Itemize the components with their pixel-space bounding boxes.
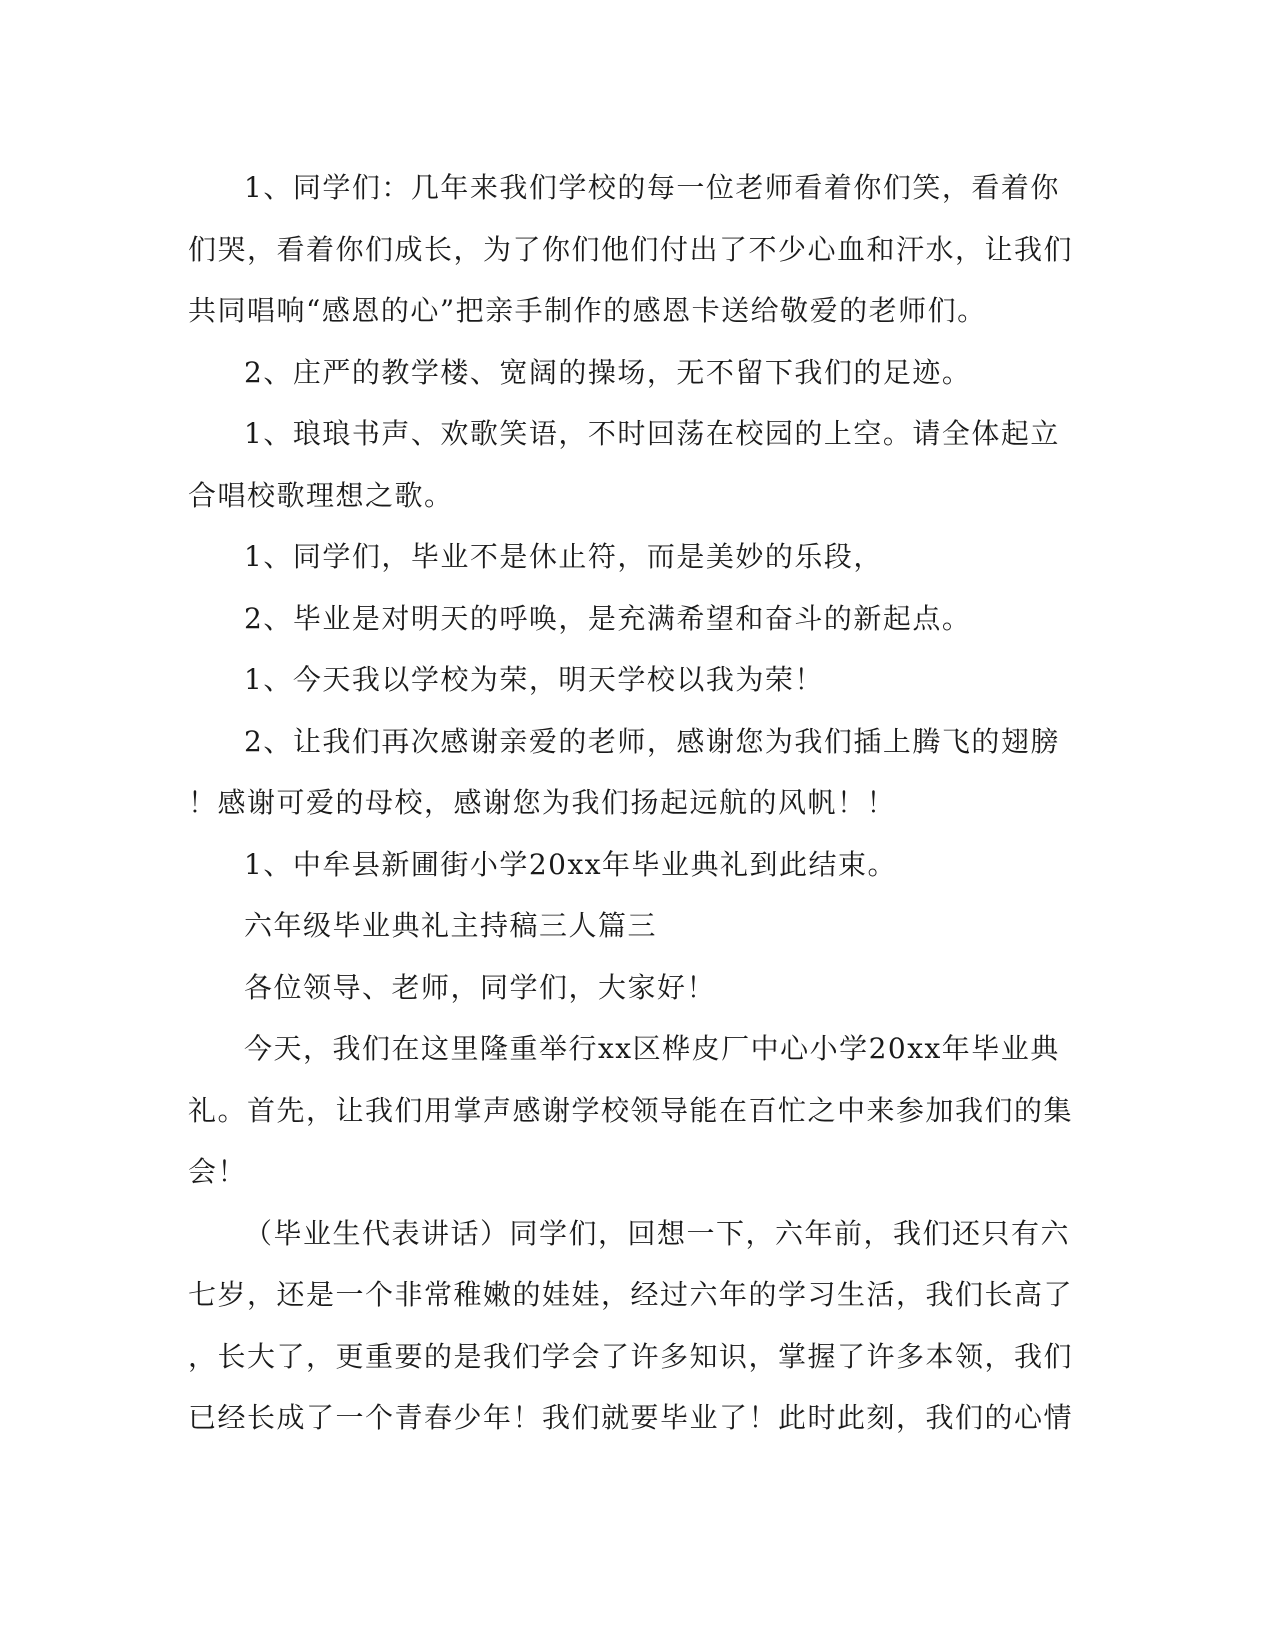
text-line: 已经长成了一个青春少年！我们就要毕业了！此时此刻，我们的心情 bbox=[188, 1401, 1074, 1434]
text-line: 各位领导、老师，同学们，大家好！ bbox=[244, 970, 717, 1004]
text-line: （毕业生代表讲话）同学们，回想一下，六年前，我们还只有六 bbox=[244, 1216, 1071, 1250]
text-line: 今天，我们在这里隆重举行xx区桦皮厂中心小学20xx年毕业典 bbox=[244, 1032, 1060, 1065]
text-line: ，长大了，更重要的是我们学会了许多知识，掌握了许多本领，我们 bbox=[188, 1339, 1074, 1373]
text-line: 共同唱响“感恩的心”把亲手制作的感恩卡送给敬爱的老师们。 bbox=[188, 294, 987, 327]
paragraph bbox=[188, 649, 1068, 711]
paragraph bbox=[188, 403, 1068, 526]
text-line: 七岁，还是一个非常稚嫩的娃娃，经过六年的学习生活，我们长高了 bbox=[188, 1278, 1074, 1311]
text-line: 们哭，看着你们成长，为了你们他们付出了不少心血和汗水，让我们 bbox=[188, 232, 1074, 266]
text-line: 1、同学们，毕业不是休止符，而是美妙的乐段， bbox=[244, 540, 883, 573]
text-line: 2、庄严的教学楼、宽阔的操场，无不留下我们的足迹。 bbox=[244, 355, 972, 389]
text-line: 1、中牟县新圃街小学20xx年毕业典礼到此结束。 bbox=[244, 847, 898, 881]
text-line: 1、今天我以学校为荣，明天学校以我为荣！ bbox=[244, 663, 824, 696]
text-line: ！感谢可爱的母校，感谢您为我们扬起远航的风帆！！ bbox=[188, 786, 897, 819]
text-line: 会！ bbox=[188, 1155, 248, 1188]
paragraph bbox=[188, 588, 1068, 650]
text-line: 礼。首先，让我们用掌声感谢学校领导能在百忙之中来参加我们的集 bbox=[188, 1093, 1074, 1127]
document-body bbox=[188, 157, 1074, 1449]
text-line: 六年级毕业典礼主持稿三人篇三 bbox=[244, 909, 658, 942]
greeting bbox=[188, 957, 1068, 1019]
section-heading bbox=[188, 895, 1068, 957]
paragraph bbox=[188, 526, 1068, 588]
text-line: 2、让我们再次感谢亲爱的老师，感谢您为我们插上腾飞的翅膀 bbox=[244, 724, 1060, 758]
text-line: 2、毕业是对明天的呼唤，是充满希望和奋斗的新起点。 bbox=[244, 601, 972, 635]
text-line: 1、琅琅书声、欢歌笑语，不时回荡在校园的上空。请全体起立 bbox=[244, 417, 1060, 450]
text-line: 1、同学们：几年来我们学校的每一位老师看着你们笑，看着你 bbox=[244, 171, 1060, 204]
paragraph bbox=[188, 342, 1068, 404]
paragraph bbox=[188, 157, 1074, 342]
paragraph bbox=[188, 834, 1068, 896]
paragraph bbox=[188, 711, 1068, 834]
paragraph bbox=[188, 1203, 1074, 1449]
text-line: 合唱校歌理想之歌。 bbox=[188, 478, 454, 512]
paragraph bbox=[188, 1018, 1074, 1203]
